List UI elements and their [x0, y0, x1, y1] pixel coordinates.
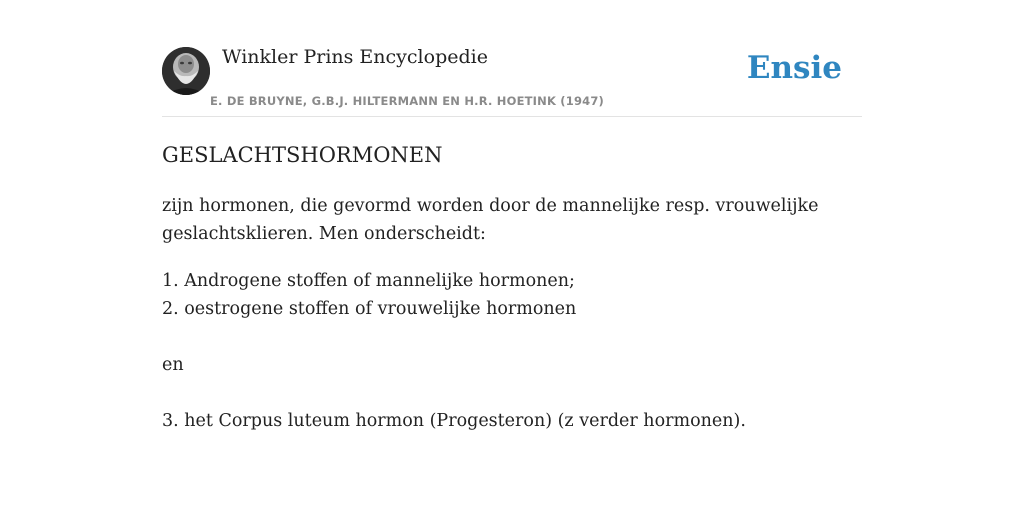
- conjunction-text: en: [162, 355, 184, 375]
- article-title: GESLACHTSHORMONEN: [162, 143, 443, 167]
- author-avatar: [162, 47, 210, 95]
- ensie-logo[interactable]: Ensie: [746, 50, 842, 86]
- list-item: 1. Androgene stoffen of mannelijke hormonen;: [162, 271, 575, 291]
- intro-line: geslachtsklieren. Men onderscheidt:: [162, 224, 486, 244]
- article-intro: [162, 192, 862, 248]
- list-item: 2. oestrogene stoffen of vrouwelijke hormonen: [162, 299, 577, 319]
- list-item: 3. het Corpus luteum hormon (Progesteron) (z verder hormonen).: [162, 411, 746, 431]
- article-content: [162, 140, 862, 435]
- article-list: [162, 267, 862, 323]
- intro-line: zijn hormonen, die gevormd worden door de mannelijke resp. vrouwelijke: [162, 196, 819, 216]
- portrait-image: [162, 47, 210, 95]
- header: [162, 40, 862, 117]
- authors-line: E. DE BRUYNE, G.B.J. HILTERMANN EN H.R. HOETINK (1947): [210, 94, 605, 108]
- encyclopedia-title[interactable]: Winkler Prins Encyclopedie: [222, 46, 488, 68]
